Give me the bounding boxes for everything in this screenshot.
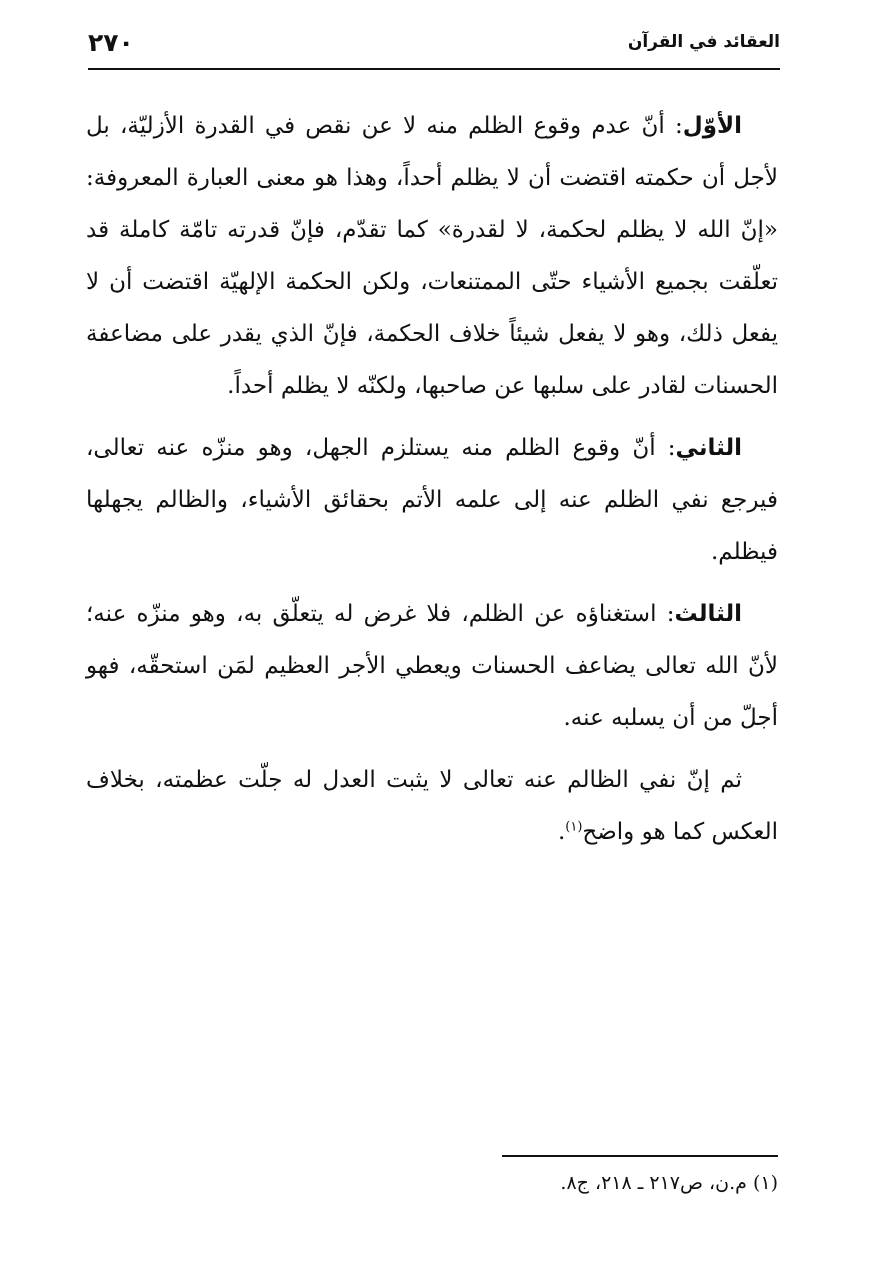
running-title: العقائد في القرآن: [627, 32, 780, 52]
paragraph-text: : أنّ عدم وقوع الظلم منه لا عن نقص في القدرة الأزليّة، بل لأجل أن حكمته اقتضت أن لا يظلم أحداً، وهذا هو معنى العبارة المعروفة: «إنّ الله لا يظلم لحكمة، لا لقدرة» كما تقدّم، فإنّ قدرته تامّة كاملة قد تعلّقت بجميع الأشياء حتّى الممتنعات، ولكن الحكمة الإلهيّة اقتضت أن لا يفعل ذلك، وهو لا يفعل شيئاً خلاف الحكمة، فإنّ الذي يقدر على مضاعفة الحسنات لقادر على سلبها عن صاحبها، ولكنّه لا يظلم أحداً.: [86, 113, 778, 399]
paragraph-second: [86, 422, 778, 578]
paragraph-third: [86, 588, 778, 744]
header-divider: [88, 68, 780, 70]
paragraph-text: : أنّ وقوع الظلم منه يستلزم الجهل، وهو منزّه عنه تعالى، فيرجع نفي الظلم عنه إلى علمه الأتم بحقائق الأشياء، والظالم يجهلها فيظلم.: [86, 435, 778, 565]
page-header: [88, 28, 780, 68]
paragraph-tail: .: [557, 819, 566, 845]
paragraph-text: ثم إنّ نفي الظالم عنه تعالى لا يثبت العدل له جلّت عظمته، بخلاف العكس كما هو واضح: [86, 767, 778, 845]
page-number: ٢٧٠: [88, 28, 134, 57]
main-text: [86, 100, 778, 868]
footnote-reference[interactable]: (١): [565, 819, 583, 835]
paragraph-conclusion: [86, 754, 778, 858]
paragraph-lead: الأوّل: [682, 113, 742, 139]
paragraph-text: : استغناؤه عن الظلم، فلا غرض له يتعلّق به، وهو منزّه عنه؛ لأنّ الله تعالى يضاعف الحسنات ويعطي الأجر العظيم لمَن استحقّه، فهو أجلّ من أن يسلبه عنه.: [86, 601, 778, 731]
paragraph-lead: الثاني: [675, 435, 742, 461]
paragraph-first: [86, 100, 778, 412]
footnote: (١) م.ن، ص٢١٧ ـ ٢١٨، ج٨.: [560, 1172, 778, 1194]
footnote-divider: [502, 1155, 778, 1157]
paragraph-lead: الثالث: [674, 601, 742, 627]
